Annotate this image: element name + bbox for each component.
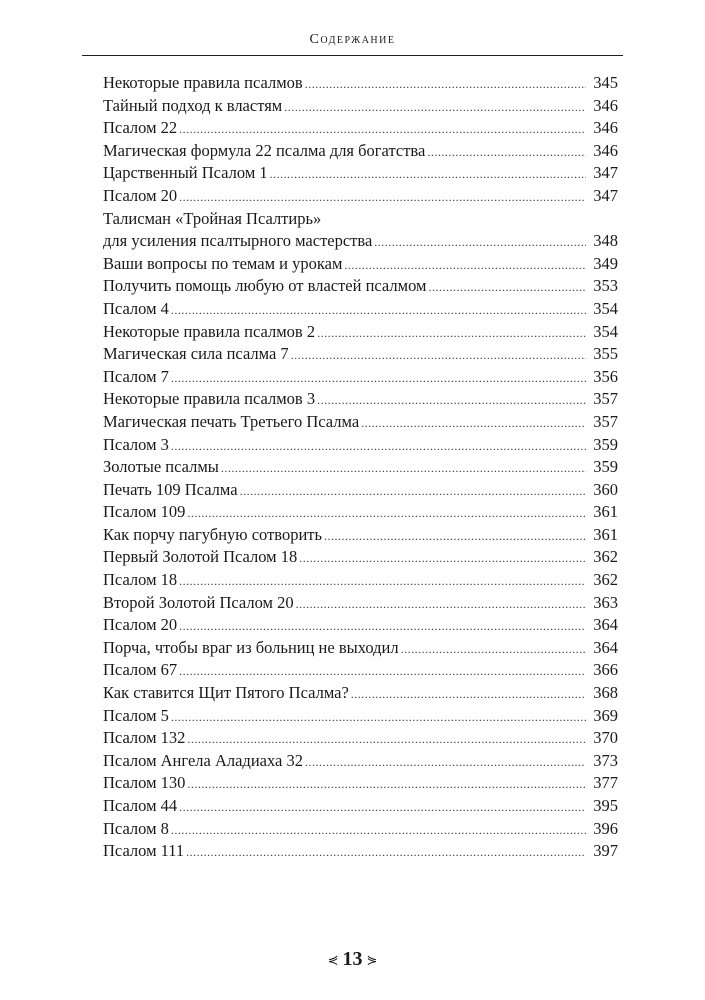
toc-entry-title: Псалом 111 (103, 841, 185, 861)
toc-entry-title: Магическая формула 22 псалма для богатства (103, 140, 426, 160)
toc-entry (103, 614, 618, 637)
toc-leader-dots (186, 841, 586, 863)
toc-entry-title: Магическая сила псалма 7 (103, 344, 289, 364)
toc-leader-dots (427, 141, 586, 163)
toc-entry-page: 362 (593, 547, 618, 567)
toc-entry (103, 72, 618, 95)
toc-entry (103, 840, 618, 863)
toc-leader-dots (401, 638, 586, 660)
toc-entry (103, 117, 618, 140)
toc-entry-title: Некоторые правила псалмов 3 (103, 389, 316, 409)
toc-entry-title: Тайный подход к властям (103, 95, 283, 115)
toc-entry-page: 346 (593, 140, 618, 160)
toc-entry-page: 370 (593, 728, 618, 748)
toc-leader-dots (171, 706, 586, 728)
toc-entry (103, 592, 618, 615)
toc-entry-title: Псалом 5 (103, 705, 169, 725)
toc-entry-title: Первый Золотой Псалом 18 (103, 547, 298, 567)
toc-entry (103, 682, 618, 705)
toc-entry (103, 659, 618, 682)
toc-entry-page: 355 (593, 344, 618, 364)
toc-entry-title: Царственный Псалом 1 (103, 163, 268, 183)
toc-leader-dots (179, 660, 586, 682)
toc-entry (103, 705, 618, 728)
toc-leader-dots (187, 502, 586, 524)
toc-entry (103, 253, 618, 276)
toc-entry (103, 343, 618, 366)
toc-entry-title: Как ставится Щит Пятого Псалма? (103, 683, 349, 703)
toc-entry-page: 368 (593, 683, 618, 703)
toc-leader-dots (171, 819, 586, 841)
toc-leader-dots (171, 435, 586, 457)
toc-entry-page: 357 (593, 411, 618, 431)
toc-entry (103, 208, 618, 231)
toc-entry-page: 357 (593, 389, 618, 409)
toc-entry (103, 727, 618, 750)
ornament-right-icon: ⋟ (366, 952, 378, 968)
toc-entry (103, 546, 618, 569)
table-of-contents (103, 72, 618, 863)
toc-leader-dots (305, 73, 586, 95)
toc-entry-title: Магическая печать Третьего Псалма (103, 411, 360, 431)
toc-entry-page: 363 (593, 592, 618, 612)
toc-entry-page: 354 (593, 321, 618, 341)
toc-entry-title: Некоторые правила псалмов 2 (103, 321, 316, 341)
toc-entry-title: Псалом 7 (103, 366, 169, 386)
toc-entry (103, 524, 618, 547)
toc-entry-page: 369 (593, 705, 618, 725)
toc-leader-dots (284, 96, 586, 118)
toc-entry-title: Псалом 109 (103, 502, 186, 522)
toc-entry-title: Печать 109 Псалма (103, 479, 238, 499)
toc-leader-dots (291, 344, 586, 366)
running-header: Содержание (309, 32, 396, 47)
toc-entry (103, 366, 618, 389)
toc-leader-dots (299, 547, 586, 569)
toc-entry (103, 162, 618, 185)
toc-entry (103, 750, 618, 773)
toc-leader-dots (296, 593, 586, 615)
toc-entry-title: Золотые псалмы (103, 457, 219, 477)
toc-entry-page: 373 (593, 750, 618, 770)
toc-entry (103, 411, 618, 434)
toc-leader-dots (374, 231, 586, 253)
toc-entry (103, 456, 618, 479)
toc-entry-page: 353 (593, 276, 618, 296)
toc-leader-dots (179, 615, 586, 637)
ornament-left-icon: ⋞ (327, 952, 339, 968)
toc-entry-page: 345 (593, 73, 618, 92)
toc-entry (103, 434, 618, 457)
toc-leader-dots (187, 728, 586, 750)
toc-entry-page: 366 (593, 660, 618, 680)
toc-entry (103, 501, 618, 524)
toc-entry-page: 359 (593, 457, 618, 477)
toc-entry-title: Псалом 67 (103, 660, 178, 680)
toc-leader-dots (179, 186, 586, 208)
toc-leader-dots (171, 299, 586, 321)
toc-entry (103, 637, 618, 660)
toc-entry-page: 359 (593, 434, 618, 454)
toc-entry-page: 362 (593, 570, 618, 590)
toc-entry-title: Псалом 132 (103, 728, 186, 748)
toc-entry-title: для усиления псалтырного мастерства (103, 231, 373, 251)
toc-leader-dots (171, 367, 586, 389)
toc-entry (103, 140, 618, 163)
toc-leader-dots (324, 525, 586, 547)
toc-entry-title: Псалом 130 (103, 773, 186, 793)
toc-entry-title: Некоторые правила псалмов (103, 73, 303, 92)
toc-entry-page: 361 (593, 524, 618, 544)
toc-entry-title: Получить помощь любую от властей псалмом (103, 276, 427, 296)
toc-entry (103, 298, 618, 321)
toc-entry-page: 347 (593, 185, 618, 205)
toc-entry (103, 479, 618, 502)
toc-entry (103, 185, 618, 208)
toc-leader-dots (305, 751, 586, 773)
toc-entry (103, 321, 618, 344)
toc-entry-title: Псалом 4 (103, 298, 169, 318)
toc-entry-page: 346 (593, 95, 618, 115)
toc-leader-dots (187, 773, 586, 795)
toc-leader-dots (317, 389, 586, 411)
toc-entry-page: 360 (593, 479, 618, 499)
toc-entry-title: Псалом 22 (103, 118, 178, 138)
toc-entry-page: 397 (593, 841, 618, 861)
toc-entry (103, 772, 618, 795)
toc-entry-title: Как порчу пагубную сотворить (103, 524, 323, 544)
toc-entry-page: 396 (593, 818, 618, 838)
toc-leader-dots (317, 322, 586, 344)
toc-entry-title: Псалом 20 (103, 185, 178, 205)
toc-entry-page: 354 (593, 298, 618, 318)
toc-entry-title: Порча, чтобы враг из больниц не выходил (103, 637, 399, 657)
toc-leader-dots (428, 276, 586, 298)
header-rule (82, 55, 623, 56)
toc-entry (103, 569, 618, 592)
toc-entry (103, 818, 618, 841)
toc-leader-dots (344, 254, 586, 276)
toc-leader-dots (179, 570, 586, 592)
toc-entry-page: 349 (593, 253, 618, 273)
page-number: 13 (342, 948, 363, 970)
toc-entry-page: 348 (593, 231, 618, 251)
toc-leader-dots (221, 457, 586, 479)
toc-entry-title: Псалом 44 (103, 796, 178, 815)
toc-entry-page: 346 (593, 118, 618, 138)
toc-entry (103, 388, 618, 411)
toc-entry-title: Ваши вопросы по темам и урокам (103, 253, 343, 273)
toc-entry-title: Талисман «Тройная Псалтирь» (103, 208, 322, 228)
toc-entry-page: 356 (593, 366, 618, 386)
toc-leader-dots (179, 118, 586, 140)
toc-leader-dots (361, 412, 586, 434)
toc-entry (103, 230, 618, 253)
toc-entry-title: Псалом 3 (103, 434, 169, 454)
toc-entry-title: Псалом 20 (103, 615, 178, 635)
toc-entry-page: 364 (593, 637, 618, 657)
toc-entry-page: 364 (593, 615, 618, 635)
toc-leader-dots (270, 163, 586, 185)
toc-entry (103, 95, 618, 118)
toc-entry-title: Второй Золотой Псалом 20 (103, 592, 294, 612)
toc-leader-dots (351, 683, 586, 705)
toc-entry-title: Псалом Ангела Аладиаха 32 (103, 750, 303, 770)
toc-entry-title: Псалом 18 (103, 570, 178, 590)
toc-leader-dots (240, 480, 586, 502)
toc-entry (103, 795, 618, 818)
toc-entry-page: 361 (593, 502, 618, 522)
toc-leader-dots (179, 796, 586, 818)
toc-entry-title: Псалом 8 (103, 818, 169, 838)
toc-entry-page: 347 (593, 163, 618, 183)
page-footer (0, 948, 705, 971)
toc-entry (103, 275, 618, 298)
toc-entry-page: 395 (593, 796, 618, 815)
toc-entry-page: 377 (593, 773, 618, 793)
